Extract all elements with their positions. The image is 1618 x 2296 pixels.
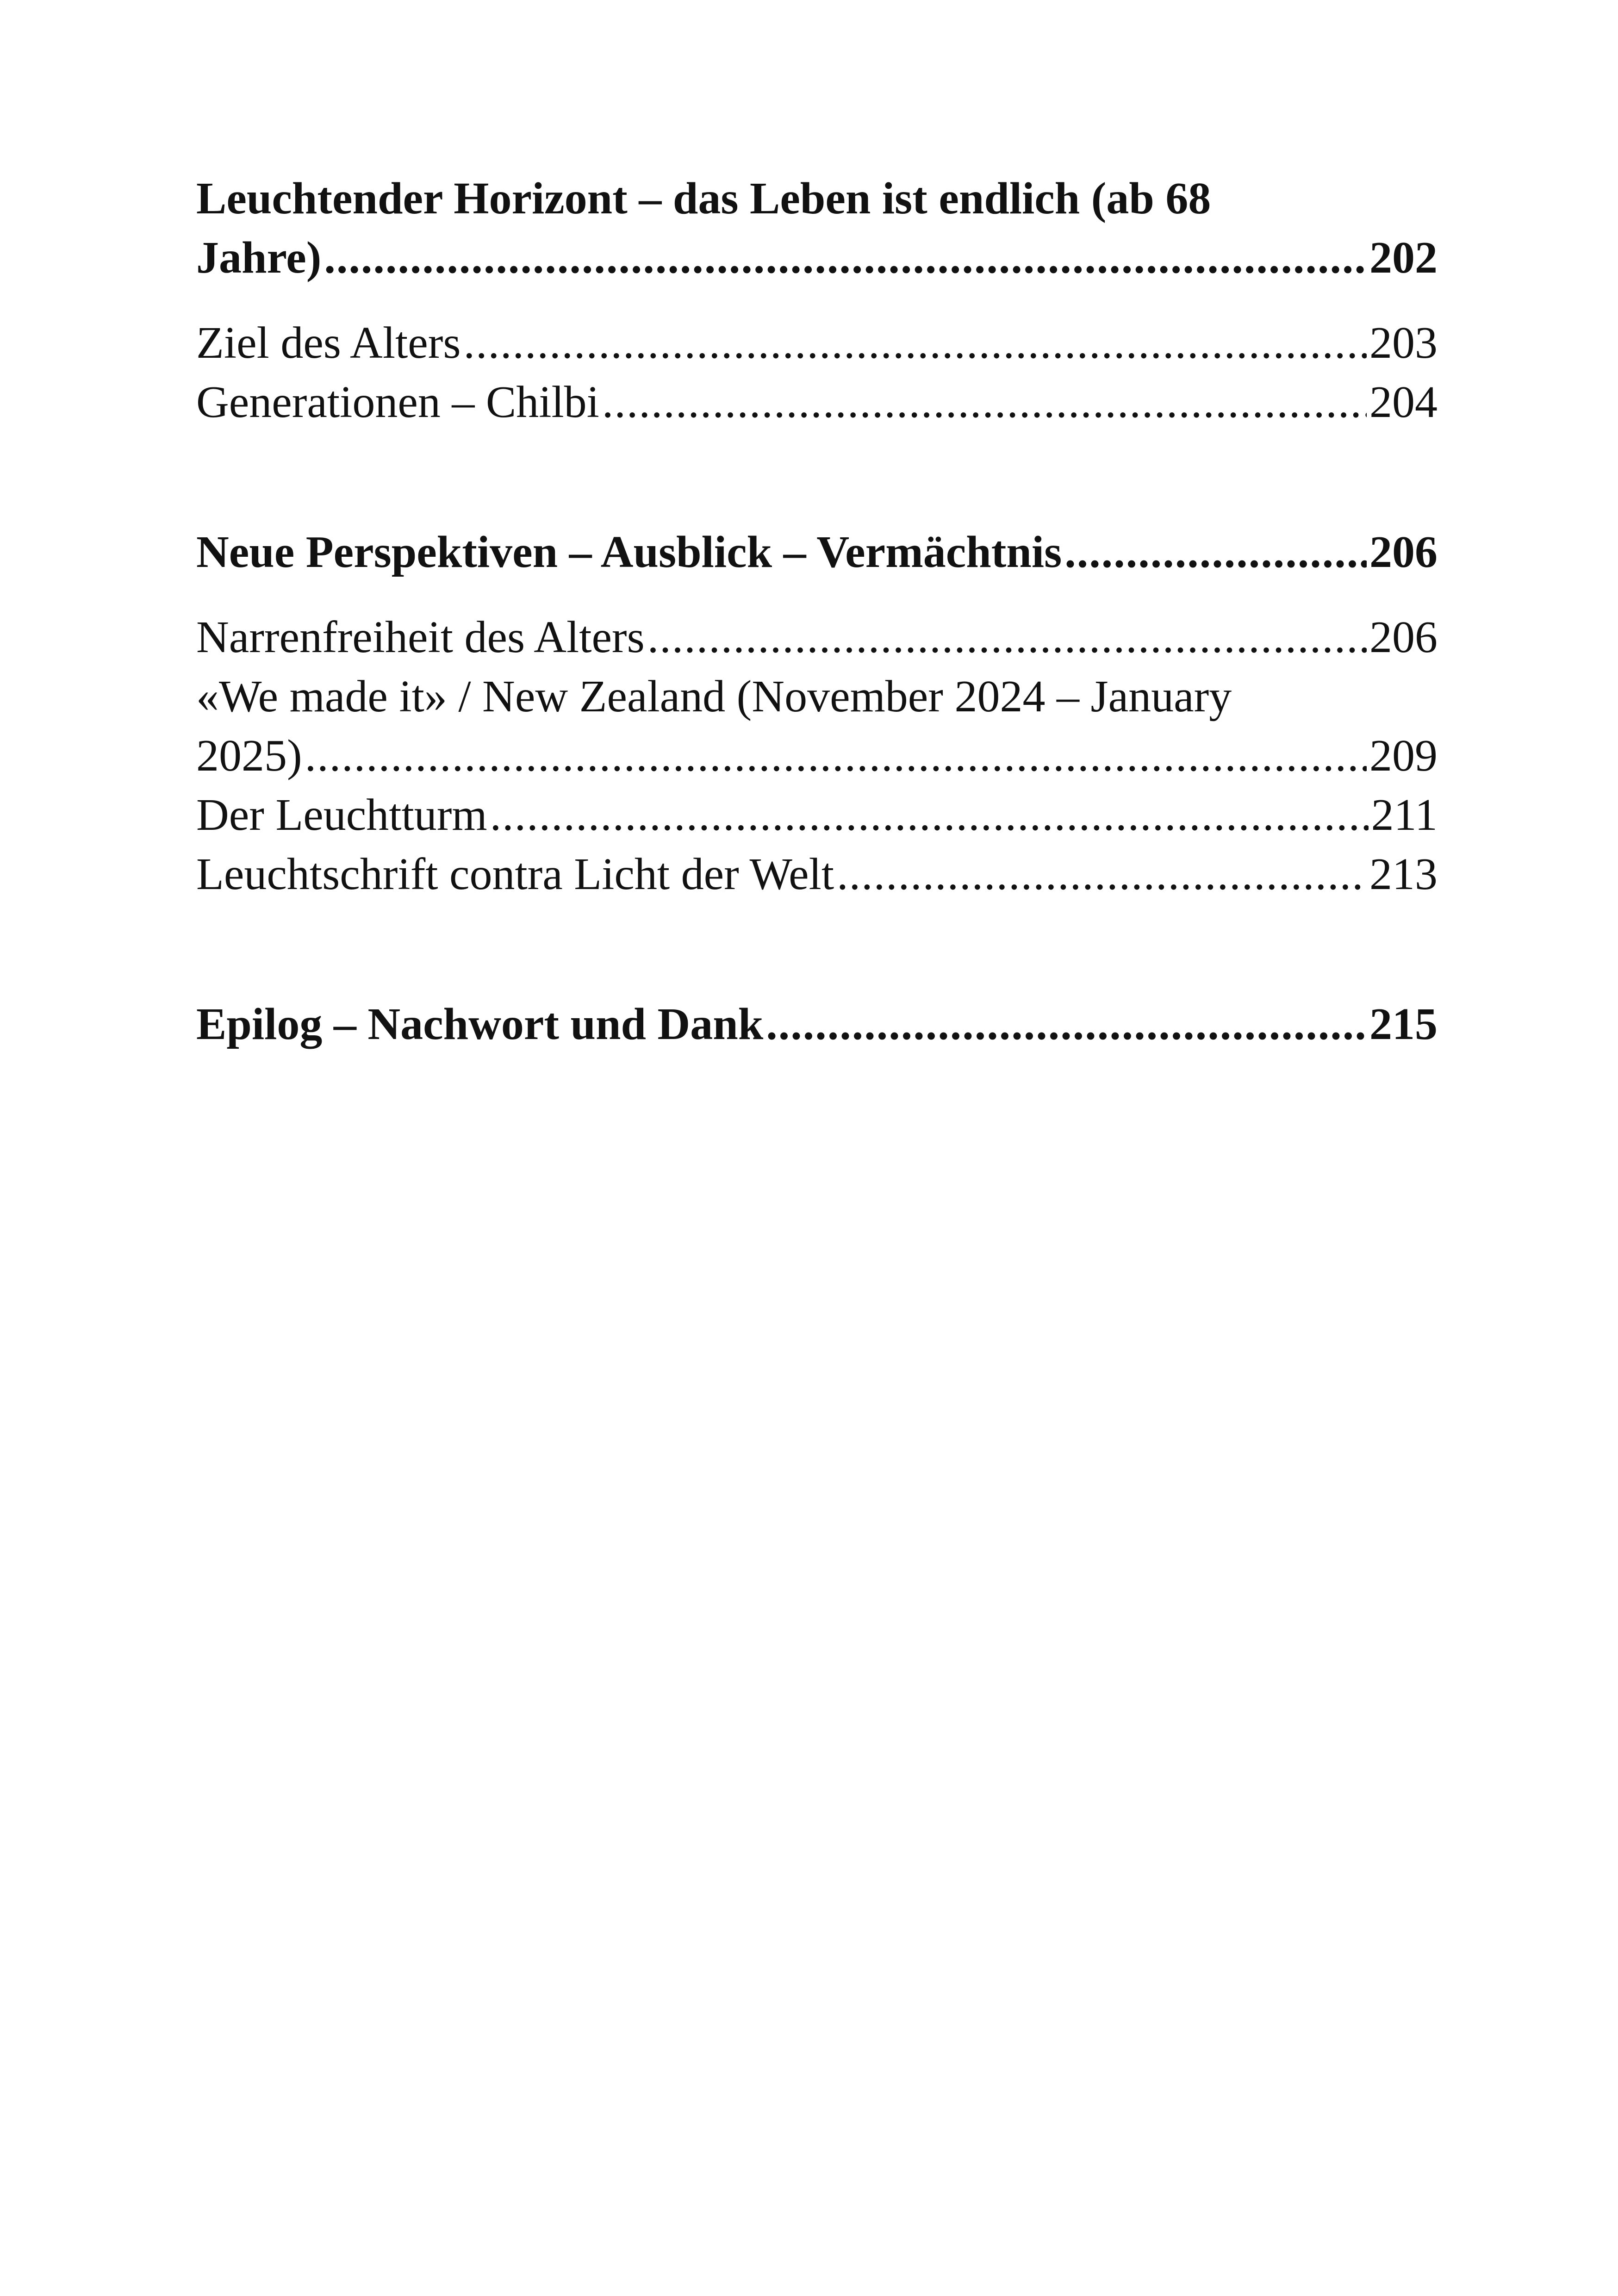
dot-leader [324, 228, 1367, 287]
dot-leader [490, 785, 1369, 845]
toc-section [196, 523, 1438, 904]
dot-leader [647, 608, 1367, 667]
toc-heading-line [196, 228, 1438, 287]
toc-entry-title: Narrenfreiheit des Alters [196, 612, 645, 662]
toc-entry-page: 206 [1369, 612, 1438, 662]
dot-leader [602, 373, 1367, 432]
dot-leader [766, 995, 1367, 1054]
toc-entry [196, 608, 1438, 667]
toc-entry-page: 204 [1369, 377, 1438, 427]
toc-section [196, 995, 1438, 1054]
toc-entry-page: 209 [1369, 731, 1438, 781]
toc-entry-title: Der Leuchtturm [196, 790, 487, 840]
toc-heading [196, 523, 1438, 582]
section-spacer [196, 904, 1438, 995]
toc-heading-title: Neue Perspektiven – Ausblick – Vermächtnis [196, 527, 1062, 577]
dot-leader [1064, 523, 1367, 582]
table-of-contents [196, 169, 1438, 1054]
toc-heading-page: 202 [1369, 233, 1438, 283]
dot-leader [837, 845, 1367, 904]
section-spacer [196, 432, 1438, 523]
toc-entry [196, 726, 1438, 785]
toc-entry-title-line1: «We made it» / New Zealand (November 2024 – January [196, 672, 1232, 722]
toc-heading-title-line2: Jahre) [196, 233, 322, 283]
toc-entry-title: Generationen – Chilbi [196, 377, 599, 427]
toc-entry-page: 203 [1369, 318, 1438, 368]
toc-heading-title: Epilog – Nachwort und Dank [196, 999, 764, 1049]
dot-leader [464, 313, 1367, 373]
toc-heading [196, 169, 1438, 287]
toc-entry-title: Ziel des Alters [196, 318, 461, 368]
toc-heading-line [196, 995, 1438, 1054]
toc-entry [196, 845, 1438, 904]
dot-leader [305, 726, 1367, 785]
toc-entry-page: 211 [1371, 790, 1438, 840]
toc-heading-line [196, 523, 1438, 582]
toc-section [196, 169, 1438, 432]
toc-entry [196, 785, 1438, 845]
toc-entry-title: Leuchtschrift contra Licht der Welt [196, 849, 834, 899]
toc-entry-page: 213 [1369, 849, 1438, 899]
toc-heading-title-line1: Leuchtender Horizont – das Leben ist endlich (ab 68 [196, 174, 1211, 224]
toc-heading-page: 215 [1369, 999, 1438, 1049]
toc-entry [196, 313, 1438, 373]
toc-entry [196, 373, 1438, 432]
toc-heading-page: 206 [1369, 527, 1438, 577]
toc-entry-title-line2: 2025) [196, 731, 302, 781]
